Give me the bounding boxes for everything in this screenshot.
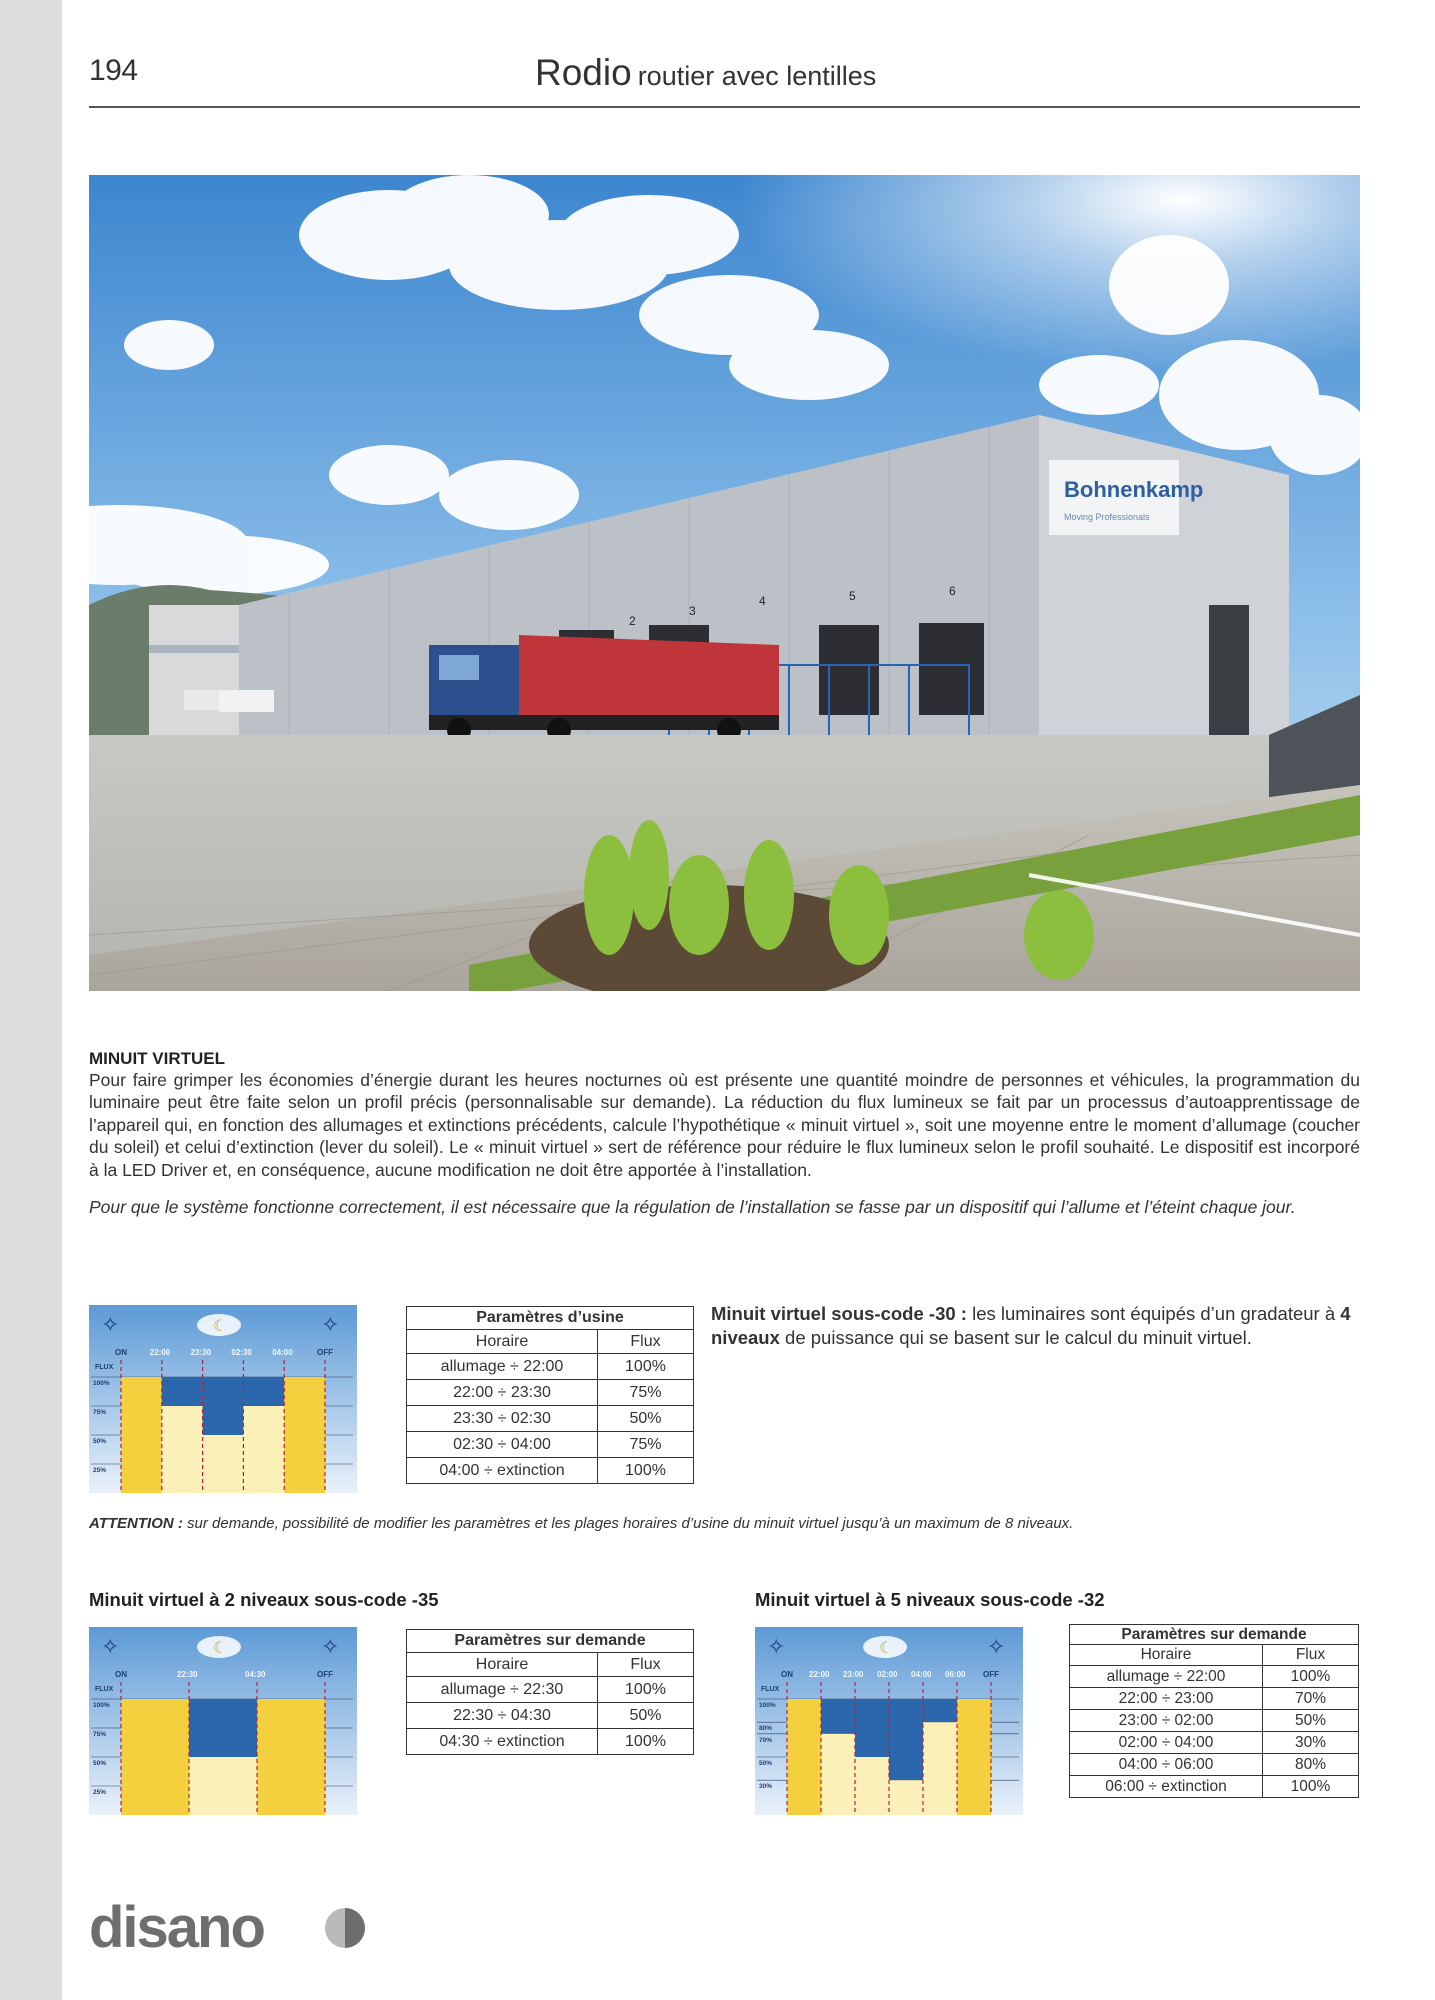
table-row (407, 1406, 694, 1432)
header-rule (89, 106, 1360, 108)
cell-horaire: 22:00 ÷ 23:00 (1070, 1688, 1263, 1710)
time-label: 02:30 (231, 1348, 252, 1357)
time-label: 22:30 (177, 1670, 198, 1679)
dark-period-bar (923, 1699, 957, 1722)
time-label: 06:00 (945, 1670, 966, 1679)
flux-level-bar (855, 1757, 889, 1815)
sunrise-icon: ✧ (101, 1634, 120, 1659)
cell-horaire: 06:00 ÷ extinction (1070, 1776, 1263, 1798)
dark-period-bar (203, 1377, 244, 1435)
warehouse-photo-illustration (89, 175, 1360, 991)
flux-axis-label: FLUX (761, 1686, 780, 1693)
cell-flux: 50% (598, 1703, 694, 1729)
cell-flux: 100% (598, 1677, 694, 1703)
table-on-demand-32 (1069, 1624, 1359, 1798)
dimming-diagram-35 (89, 1627, 357, 1815)
flux-tick-label: 30% (759, 1783, 773, 1791)
table-35-title: Paramètres sur demande (407, 1630, 694, 1653)
flux-axis-label: FLUX (95, 1686, 114, 1693)
cell-horaire: allumage ÷ 22:00 (1070, 1666, 1263, 1688)
flux-level-bar (821, 1734, 855, 1815)
flux-level-bar (889, 1780, 923, 1815)
cell-flux: 100% (598, 1354, 694, 1380)
time-label: 04:00 (272, 1348, 293, 1357)
cell-horaire: 02:30 ÷ 04:00 (407, 1432, 598, 1458)
dark-period-bar (889, 1699, 923, 1780)
flux-tick-label: 25% (93, 1467, 107, 1474)
attention-note (89, 1515, 1360, 1532)
time-label: 22:00 (809, 1670, 830, 1679)
flux-level-bar (121, 1377, 162, 1493)
flux-tick-label: 75% (93, 1731, 107, 1738)
cell-flux: 80% (1263, 1754, 1359, 1776)
warehouse-photo (89, 175, 1360, 991)
dark-period-bar (821, 1699, 855, 1734)
table-row (407, 1354, 694, 1380)
cell-horaire: allumage ÷ 22:00 (407, 1354, 598, 1380)
off-label: OFF (317, 1670, 333, 1679)
cell-flux: 100% (1263, 1776, 1359, 1798)
time-label: 04:30 (245, 1670, 266, 1679)
section-title-35: Minuit virtuel à 2 niveaux sous-code -35 (89, 1589, 439, 1610)
cell-horaire: allumage ÷ 22:30 (407, 1677, 598, 1703)
on-label: ON (781, 1670, 793, 1679)
dimming-chart-35 (89, 1627, 357, 1815)
flux-level-bar (243, 1406, 284, 1493)
table-row (1070, 1666, 1359, 1688)
flux-level-bar (189, 1757, 257, 1815)
table-factory-col-flux: Flux (598, 1330, 694, 1354)
time-label: 23:00 (843, 1670, 864, 1679)
sunrise-icon: ✧ (101, 1312, 120, 1337)
desc-30-text-1: les luminaires sont équipés d’un gradateur à (966, 1303, 1341, 1324)
flux-level-bar (203, 1435, 244, 1493)
off-label: OFF (983, 1670, 999, 1679)
cell-horaire: 04:00 ÷ 06:00 (1070, 1754, 1263, 1776)
cell-flux: 75% (598, 1432, 694, 1458)
time-label: 04:00 (911, 1670, 932, 1679)
dark-period-bar (162, 1377, 203, 1406)
flux-tick-label: 80% (759, 1725, 773, 1733)
sunrise-icon: ✧ (767, 1634, 786, 1659)
table-row (407, 1703, 694, 1729)
cell-horaire: 02:00 ÷ 04:00 (1070, 1732, 1263, 1754)
table-factory-col-horaire: Horaire (407, 1330, 598, 1354)
dimming-chart-30 (89, 1305, 357, 1493)
sunset-icon: ✧ (987, 1634, 1006, 1659)
attention-text: sur demande, possibilité de modifier les paramètres et les plages horaires d’usine du minuit virtuel jusqu’à un maximum de 8 niveaux. (182, 1515, 1074, 1532)
sunset-icon: ✧ (321, 1312, 340, 1337)
table-row (1070, 1754, 1359, 1776)
dimming-diagram-30 (89, 1305, 357, 1493)
table-factory-title: Paramètres d’usine (407, 1307, 694, 1330)
section-title-minuit-virtuel: MINUIT VIRTUEL (89, 1049, 225, 1068)
flux-tick-label: 50% (93, 1760, 107, 1767)
off-label: OFF (317, 1348, 333, 1357)
dark-period-bar (855, 1699, 889, 1757)
cell-flux: 75% (598, 1380, 694, 1406)
table-row (1070, 1776, 1359, 1798)
desc-30-bold-2: 4 niveaux (711, 1303, 1351, 1348)
page-title (535, 52, 876, 94)
page-margin-strip (0, 0, 62, 2000)
table-35-col-horaire: Horaire (407, 1653, 598, 1677)
moon-icon: ☾ (879, 1640, 894, 1657)
flux-tick-label: 70% (759, 1736, 773, 1744)
flux-axis-label: FLUX (95, 1364, 114, 1371)
table-row (407, 1729, 694, 1755)
flux-level-bar (923, 1722, 957, 1815)
table-row (1070, 1732, 1359, 1754)
flux-level-bar (284, 1377, 325, 1493)
dock-number-3: 4 (759, 594, 766, 608)
time-label: 23:30 (190, 1348, 212, 1357)
flux-tick-label: 50% (93, 1438, 107, 1445)
cell-flux: 30% (1263, 1732, 1359, 1754)
cell-horaire: 04:00 ÷ extinction (407, 1458, 598, 1484)
dock-number-1: 2 (629, 614, 636, 628)
dimming-chart-32 (755, 1627, 1023, 1815)
description-sous-code-30 (711, 1302, 1361, 1350)
on-label: ON (115, 1670, 127, 1679)
table-row (407, 1380, 694, 1406)
cell-flux: 100% (598, 1729, 694, 1755)
table-32-title: Paramètres sur demande (1070, 1625, 1359, 1645)
desc-30-bold-1: Minuit virtuel sous-code -30 : (711, 1303, 967, 1324)
page-title-sub: routier avec lentilles (637, 61, 877, 91)
flux-tick-label: 100% (93, 1380, 110, 1387)
cell-horaire: 22:00 ÷ 23:30 (407, 1380, 598, 1406)
flux-level-bar (257, 1699, 325, 1815)
dark-period-bar (189, 1699, 257, 1757)
page-number: 194 (89, 54, 138, 87)
on-label: ON (115, 1348, 127, 1357)
attention-label: ATTENTION : (89, 1515, 183, 1532)
flux-tick-label: 25% (93, 1789, 107, 1796)
cell-horaire: 23:00 ÷ 02:00 (1070, 1710, 1263, 1732)
dimming-diagram-32 (755, 1627, 1023, 1815)
cell-horaire: 04:30 ÷ extinction (407, 1729, 598, 1755)
flux-tick-label: 75% (93, 1409, 107, 1416)
table-row (1070, 1688, 1359, 1710)
flux-level-bar (957, 1699, 991, 1815)
cell-flux: 50% (1263, 1710, 1359, 1732)
disano-logo (89, 1897, 369, 1957)
cell-flux: 70% (1263, 1688, 1359, 1710)
table-32-col-flux: Flux (1263, 1645, 1359, 1666)
flux-level-bar (787, 1699, 821, 1815)
page-title-main: Rodio (535, 52, 632, 93)
moon-icon: ☾ (213, 1640, 228, 1657)
intro-paragraph: Pour faire grimper les économies d’énergie durant les heures nocturnes où est présente une quantité moindre de personnes et véhicules, la programmation du luminaire peut être faite selon un profil précis (personnalisable sur demande). La réduction du flux lumineux se fait par un processus d’autoapprentissage de l’appareil qui, en fonction des allumages et extinctions précédents, calcule l’hypothétique « minuit virtuel », soit une moyenne entre le moment d’allumage (coucher du soleil) et celui d’extinction (lever du soleil). Le « minuit virtuel » sert de référence pour réduire le flux lumineux selon le profil souhaité. Le dispositif est incorporé à la LED Driver et, en conséquence, aucune modification ne doit être apportée à l’installation. (89, 1070, 1360, 1180)
sign-brand: Bohnenkamp (1064, 477, 1204, 502)
cell-flux: 100% (598, 1458, 694, 1484)
cell-flux: 100% (1263, 1666, 1359, 1688)
table-factory-params (406, 1306, 694, 1484)
table-35-col-flux: Flux (598, 1653, 694, 1677)
moon-icon: ☾ (213, 1318, 228, 1335)
dark-period-bar (243, 1377, 284, 1406)
section-title-32: Minuit virtuel à 5 niveaux sous-code -32 (755, 1589, 1105, 1610)
flux-level-bar (121, 1699, 189, 1815)
time-label: 22:00 (149, 1348, 171, 1357)
table-32-col-horaire: Horaire (1070, 1645, 1263, 1666)
cell-flux: 50% (598, 1406, 694, 1432)
table-on-demand-35 (406, 1629, 694, 1755)
disano-logo-text: disano (89, 1897, 264, 1957)
dock-number-4: 5 (849, 589, 856, 603)
table-row (407, 1677, 694, 1703)
desc-30-text-2: de puissance qui se basent sur le calcul du minuit virtuel. (779, 1327, 1252, 1348)
sunset-icon: ✧ (321, 1634, 340, 1659)
flux-tick-label: 50% (759, 1760, 773, 1767)
flux-tick-label: 100% (759, 1702, 776, 1709)
dock-number-2: 3 (689, 604, 696, 618)
intro-note: Pour que le système fonctionne correctement, il est nécessaire que la régulation de l’installation se fasse par un dispositif qui l’allume et l’éteint chaque jour. (89, 1197, 1296, 1217)
flux-tick-label: 100% (93, 1702, 110, 1709)
cell-horaire: 22:30 ÷ 04:30 (407, 1703, 598, 1729)
table-row (407, 1458, 694, 1484)
sign-tagline: Moving Professionals (1064, 512, 1150, 522)
table-row (1070, 1710, 1359, 1732)
flux-level-bar (162, 1406, 203, 1493)
dock-number-5: 6 (949, 584, 956, 598)
table-row (407, 1432, 694, 1458)
cell-horaire: 23:30 ÷ 02:30 (407, 1406, 598, 1432)
time-label: 02:00 (877, 1670, 898, 1679)
